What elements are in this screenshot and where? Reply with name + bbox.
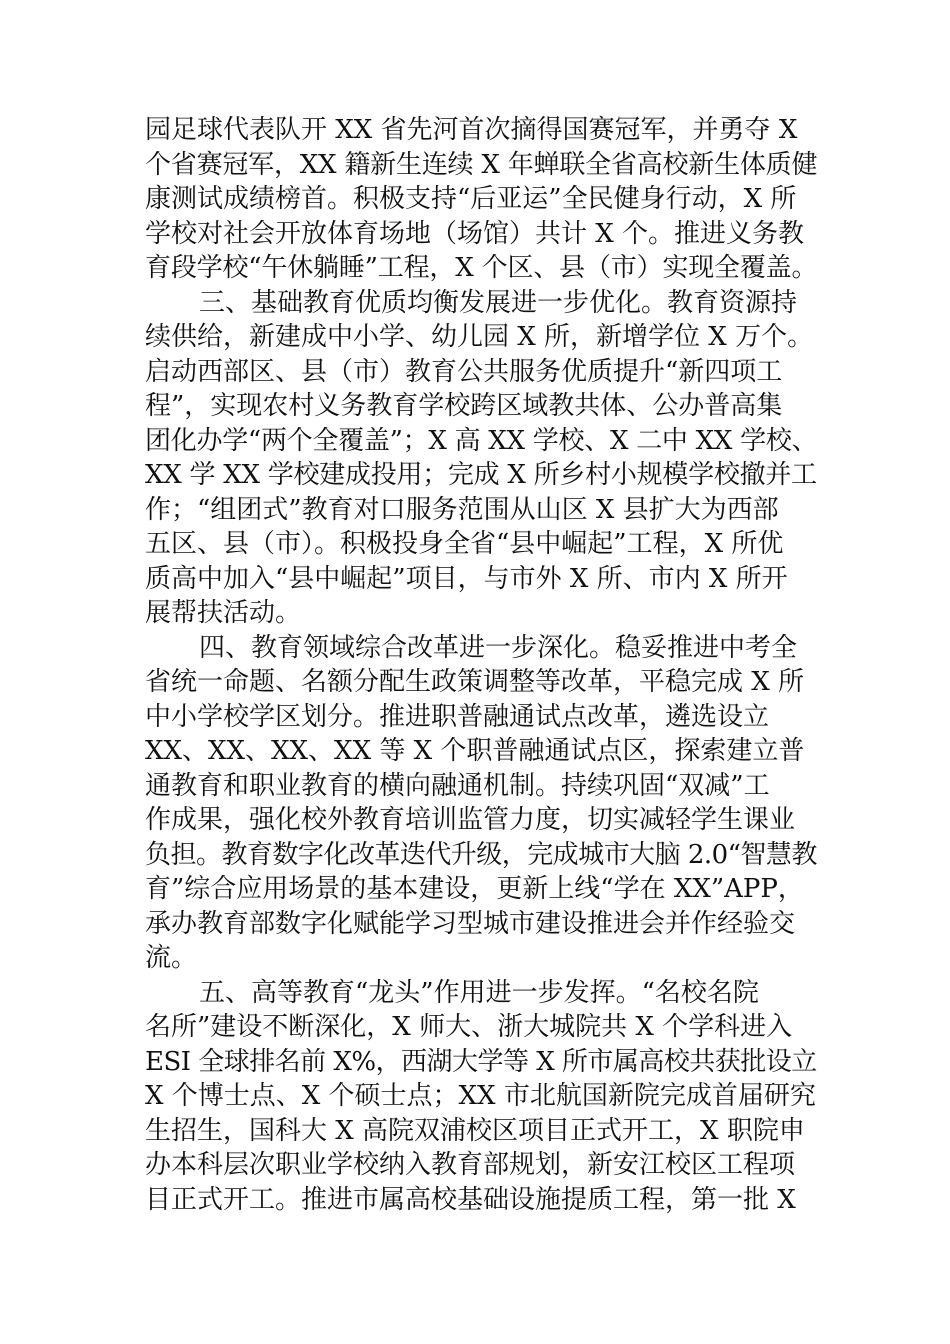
paragraph-first-line: 三、基础教育优质均衡发展进一步优化。教育资源持 [199, 287, 798, 318]
text-line: 康测试成绩榜首。积极支持“后亚运”全民健身行动，X 所 [145, 184, 797, 214]
text-line: 育”综合应用场景的基本建设，更新上线“学在 XX”APP， [145, 874, 804, 904]
body-text [145, 113, 818, 1217]
text-line: XX 学 XX 学校建成投用；完成 X 所乡村小规模学校撤并工 [145, 460, 817, 490]
text-line: 启动西部区、县（市）教育公共服务优质提升“新四项工 [145, 356, 783, 387]
text-line: 承办教育部数字化赋能学习型城市建设推进会并作经验交 [145, 908, 796, 939]
text-line: 名所”建设不断深化，X 师大、浙大城院共 X 个学科进入 [145, 1012, 793, 1042]
text-line: 学校对社会开放体育场地（场馆）共计 X 个。推进义务教 [145, 218, 805, 249]
paragraph-first-line: 四、教育领域综合改革进一步深化。稳妥推进中考全 [199, 632, 798, 663]
text-line: 个省赛冠军，XX 籍新生连续 X 年蝉联全省高校新生体质健 [145, 149, 818, 180]
text-line: 流。 [145, 943, 198, 973]
text-line: 展帮扶活动。 [145, 598, 302, 628]
text-line: 作成果，强化校外教育培训监管力度，切实减轻学生课业 [145, 805, 796, 835]
text-line: XX、XX、XX、XX 等 X 个职普融通试点区，探索建立普 [145, 736, 805, 766]
text-line: 团化办学“两个全覆盖”；X 高 XX 学校、X 二中 XX 学校、 [145, 425, 818, 456]
text-line: 续供给，新建成中小学、幼儿园 X 所，新增学位 X 万个。 [145, 322, 814, 352]
text-line: 负担。教育数字化改革迭代升级，完成城市大脑 2.0“智慧教 [145, 839, 817, 870]
text-line: 生招生，国科大 X 高院双浦校区项目正式开工，X 职院申 [145, 1115, 805, 1146]
text-line: 程”，实现农村义务教育学校跨区域教共体、公办普高集 [145, 391, 783, 421]
text-line: 省统一命题、名额分配生政策调整等改革，平稳完成 X 所 [145, 667, 805, 697]
text-line: 育段学校“午休躺睡”工程，X 个区、县（市）实现全覆盖。 [145, 253, 818, 283]
text-line: X 个博士点、X 个硕士点；XX 市北航国新院完成首届研究 [145, 1081, 816, 1111]
text-line: 园足球代表队开 XX 省先河首次摘得国赛冠军，并勇夺 X [145, 115, 798, 145]
text-line: 通教育和职业教育的横向融通机制。持续巩固“双减”工 [145, 770, 770, 801]
text-line: 作；“组团式”教育对口服务范围从山区 X 县扩大为西部 [145, 494, 779, 525]
paragraph-first-line: 五、高等教育“龙头”作用进一步发挥。“名校名院 [199, 977, 759, 1008]
text-line: 中小学校学区划分。推进职普融通试点改革，遴选设立 [145, 701, 770, 732]
text-line: ESI 全球排名前 X%，西湖大学等 X 所市属高校共获批设立 [145, 1046, 817, 1077]
text-line: 质高中加入“县中崛起”项目，与市外 X 所、市内 X 所开 [145, 563, 788, 594]
text-line: 五区、县（市）。积极投身全省“县中崛起”工程，X 所优 [145, 529, 784, 559]
text-line: 办本科层次职业学校纳入教育部规划，新安江校区工程项 [145, 1150, 796, 1180]
text-line: 目正式开工。推进市属高校基础设施提质工程，第一批 X [145, 1184, 796, 1215]
